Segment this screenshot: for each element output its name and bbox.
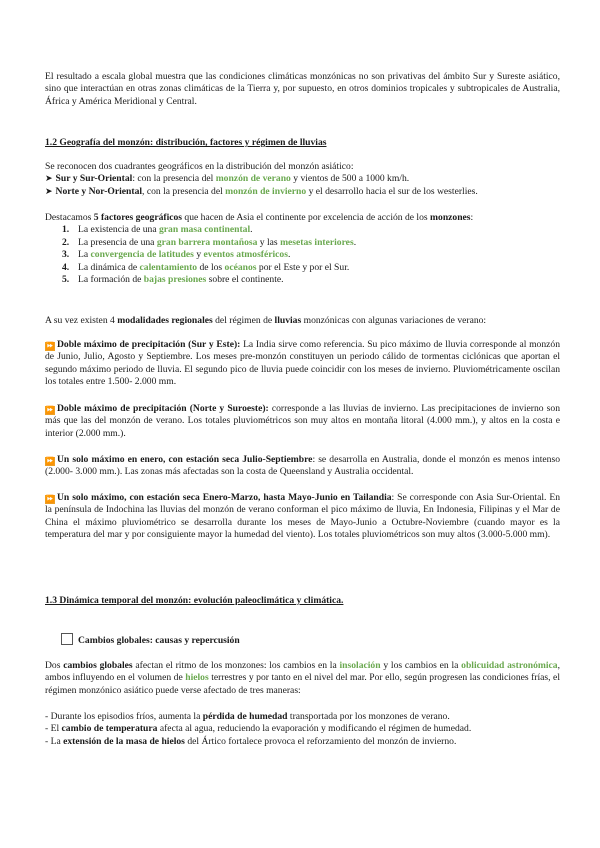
section-heading-1-3: 1.3 Dinámica temporal del monzón: evolución paleoclimática y climática.	[45, 595, 344, 606]
list-item: - El cambio de temperatura afecta al agua, reduciendo la evaporación y modificando el régimen de humedad.	[45, 723, 472, 735]
arrow-icon: ➤	[45, 186, 53, 197]
list-item: - Durante los episodios fríos, aumenta la pérdida de humedad transportada por los monzones de verano.	[45, 711, 450, 722]
checkbox-icon	[61, 633, 73, 645]
arrow-icon: ➤	[45, 174, 53, 185]
factors-list	[45, 224, 560, 286]
fast-forward-icon: ⏩	[45, 406, 55, 414]
modality-3: ⏩ Un solo máximo en enero, con estación seca Julio-Septiembre: se desarrolla en Australia, donde el monzón es menos intenso (2.000- 3.000 mm.). Las zonas más afectadas son la costa de Queensland y Australia occidental.	[45, 454, 560, 478]
list-item: 4. La dinámica de calentamiento de los océanos por el Este y por el Sur.	[62, 261, 350, 273]
fast-forward-icon: ⏩	[45, 342, 55, 350]
quadrants-block	[45, 161, 560, 198]
list-item: 5. La formación de bajas presiones sobre el continente.	[62, 274, 284, 286]
quadrants-lead: Se reconocen dos cuadrantes geográficos en la distribución del monzón asiático:	[45, 161, 354, 172]
quadrant-south: ➤ Sur y Sur-Oriental: con la presencia del monzón de verano y vientos de 500 a 1000 km/h.	[45, 173, 410, 185]
list-item: 3. La convergencia de latitudes y eventos atmosféricos.	[62, 249, 291, 261]
factors-block	[45, 212, 560, 286]
quadrant-north: ➤ Norte y Nor-Oriental, con la presencia del monzón de invierno y el desarrollo hacia el sur de los westerlies.	[45, 185, 478, 197]
fast-forward-icon: ⏩	[45, 457, 55, 465]
subheading-global-changes: Cambios globales: causas y repercusión	[61, 633, 240, 647]
list-item: - La extensión de la masa de hielos del Ártico fortalece provoca el reforzamiento del monzón de invierno.	[45, 735, 457, 747]
list-item: 2. La presencia de una gran barrera montañosa y las mesetas interiores.	[62, 236, 357, 248]
list-item: 1. La existencia de una gran masa continental.	[62, 224, 253, 236]
modality-2: ⏩ Doble máximo de precipitación (Norte y Suroeste): corresponde a las lluvias de invierno. Las precipitaciones de invierno son más que las del monzón de verano. Los totales pluviométricos son muy altos en montaña litoral (4.000 mm.), y altos en la costa e interior (2.000 mm.).	[45, 403, 560, 439]
effects-list	[45, 711, 560, 748]
modalities-lead: A su vez existen 4 modalidades regionales del régimen de lluvias monzónicas con algunas variaciones de verano:	[45, 315, 487, 326]
intro-paragraph: El resultado a escala global muestra que las condiciones climáticas monzónicas no son privativas del ámbito Sur y Sureste asiático, sino que interactúan en otras zonas climáticas de la Tierra y, por supuesto, en otros dominios tropicales y subtropicales de Australia, África y América Meridional y Central.	[45, 71, 560, 107]
factors-lead: Destacamos 5 factores geográficos que hacen de Asia el continente por excelencia de acción de los monzones:	[45, 212, 474, 223]
section-heading-1-2: 1.2 Geografía del monzón: distribución, factores y régimen de lluvias	[45, 137, 327, 148]
modality-4: ⏩ Un solo máximo, con estación seca Enero-Marzo, hasta Mayo-Junio en Tailandia: Se corresponde con Asia Sur-Oriental. En la península de Indochina las lluvias del monzón de verano conforman el pico máximo de lluvia, En Indonesia, Filipinas y el Mar de China el máximo pluviométrico se desarrolla durante los meses de Mayo-Junio a Octubre-Noviembre (cuando mayor es la temperatura del mar y por consiguiente mayor la humedad del viento). Los totales pluviométricos son muy altos (3.000-5.000 mm).	[45, 492, 560, 541]
global-changes-paragraph: Dos cambios globales afectan el ritmo de los monzones: los cambios en la insolación y los cambios en la oblicuidad astronómica, ambos influyendo en el volumen de hielos terrestres y por tanto en el nivel del mar. Por ello, según progresen las condiciones frías, el régimen monzónico asiático puede verse afectado de tres maneras:	[45, 660, 560, 696]
modality-1: ⏩ Doble máximo de precipitación (Sur y Este): La India sirve como referencia. Su pico máximo de lluvia corresponde al monzón de Junio, Julio, Agosto y Septiembre. Los meses pre-monzón constituyen un periodo cálido de tormentas ciclónicas que aportan el segundo máximo periodo de lluvia. El segundo pico de lluvia puede coincidir con los meses de invierno. Pluviométricamente oscilan los totales entre 1.500- 2.000 mm.	[45, 339, 560, 388]
fast-forward-icon: ⏩	[45, 495, 55, 503]
